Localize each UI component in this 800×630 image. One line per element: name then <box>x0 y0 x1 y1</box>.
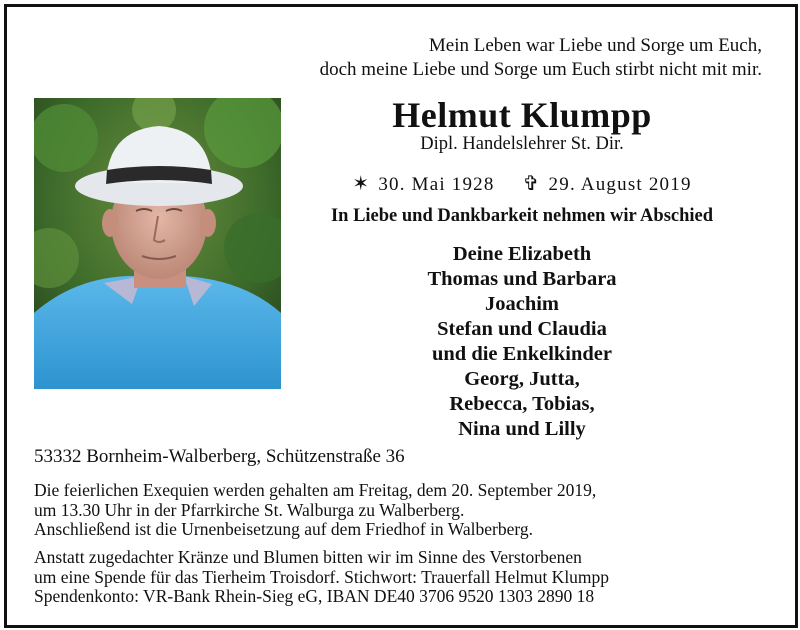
donation-paragraph <box>34 548 609 607</box>
deceased-title: Dipl. Handelslehrer St. Dir. <box>420 134 624 154</box>
mourner-line: Stefan und Claudia <box>437 318 607 340</box>
exequien-line: um 13.30 Uhr in der Pfarrkirche St. Walburga zu Walberberg. <box>34 499 465 520</box>
donation-line: Spendenkonto: VR-Bank Rhein-Sieg eG, IBAN DE40 3706 9520 1303 2890 18 <box>34 586 595 606</box>
cross-icon: ✞ <box>522 173 541 195</box>
mourner-line: und die Enkelkinder <box>431 343 612 365</box>
farewell-line: In Liebe und Dankbarkeit nehmen wir Abschied <box>330 206 714 226</box>
mourner-line: Nina und Lilly <box>458 418 586 440</box>
motto-line-2: doch meine Liebe und Sorge um Euch stirbt nicht mit mir. <box>319 59 762 80</box>
mourner-line: Deine Elizabeth <box>452 243 592 265</box>
family-address: 53332 Bornheim-Walberberg, Schützenstraße 36 <box>34 446 405 467</box>
exequien-line: Anschließend ist die Urnenbeisetzung auf dem Friedhof in Walberberg. <box>34 519 533 539</box>
motto-quote <box>320 34 762 82</box>
exequien-line: Die feierlichen Exequien werden gehalten am Freitag, dem 20. September 2019, <box>34 480 597 500</box>
motto-line-1: Mein Leben war Liebe und Sorge um Euch, <box>428 35 762 56</box>
donation-line: Anstatt zugedachter Kränze und Blumen bitten wir im Sinne des Verstorbenen <box>34 547 582 567</box>
mourners-list <box>296 242 748 442</box>
mourner-line: Georg, Jutta, <box>464 368 580 390</box>
mourner-line: Joachim <box>484 293 560 315</box>
deceased-name: Helmut Klumpp <box>392 95 652 135</box>
mourner-line: Rebecca, Tobias, <box>449 393 595 415</box>
donation-line: um eine Spende für das Tierheim Troisdorf. Stichwort: Trauerfall Helmut Klumpp <box>34 566 610 587</box>
star-icon: ✶ <box>352 173 371 195</box>
death-date: 29. August 2019 <box>548 174 692 195</box>
exequien-paragraph <box>34 481 596 540</box>
birth-date: 30. Mai 1928 <box>378 174 495 195</box>
life-dates <box>296 171 748 196</box>
mourner-line: Thomas und Barbara <box>427 268 617 290</box>
portrait-photo <box>34 98 281 389</box>
